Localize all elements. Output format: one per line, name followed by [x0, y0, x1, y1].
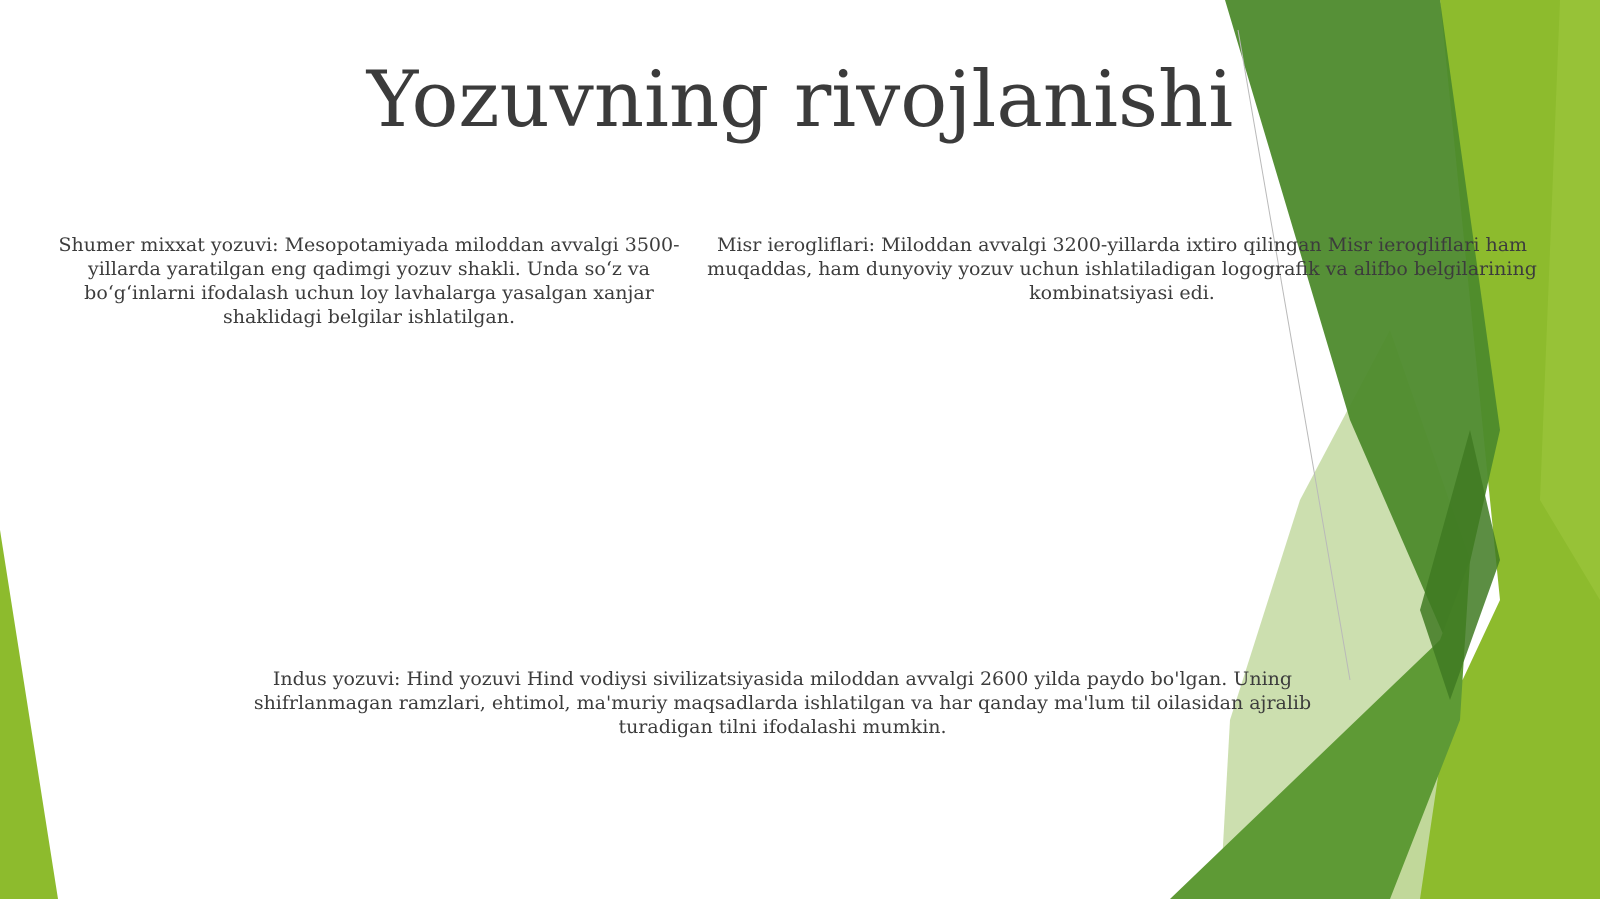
left-green-shape — [0, 530, 58, 899]
page-title: Yozuvning rivojlanishi — [366, 55, 1234, 145]
indus-paragraph: Indus yozuvi: Hind yozuvi Hind vodiysi sivilizatsiyasida miloddan avvalgi 2600 yilda paydo bo'lgan. Uning shifrlanmagan ramzlari, ehtimol, ma'muriy maqsadlarda ishlatilgan va har qanday ma'lum til oilasidan ajralib turadigan tilni ifodalashi mumkin. — [253, 668, 1312, 738]
sumerian-paragraph: Shumer mixxat yozuvi: Mesopotamiyada miloddan avvalgi 3500-yillarda yaratilgan eng qadimgi yozuv shakli. Unda so‘z va bo‘g‘inlarni ifodalash uchun loy lavhalarga yasalgan xanjar shaklidagi belgilar ishlatilgan. — [58, 234, 680, 328]
egyptian-paragraph: Misr ierogliflari: Miloddan avvalgi 3200-yillarda ixtiro qilingan Misr ierogliflari ham muqaddas, ham dunyoviy yozuv uchun ishlatiladigan logografik va alifbo belgilarining kombinatsiyasi edi. — [707, 234, 1537, 304]
